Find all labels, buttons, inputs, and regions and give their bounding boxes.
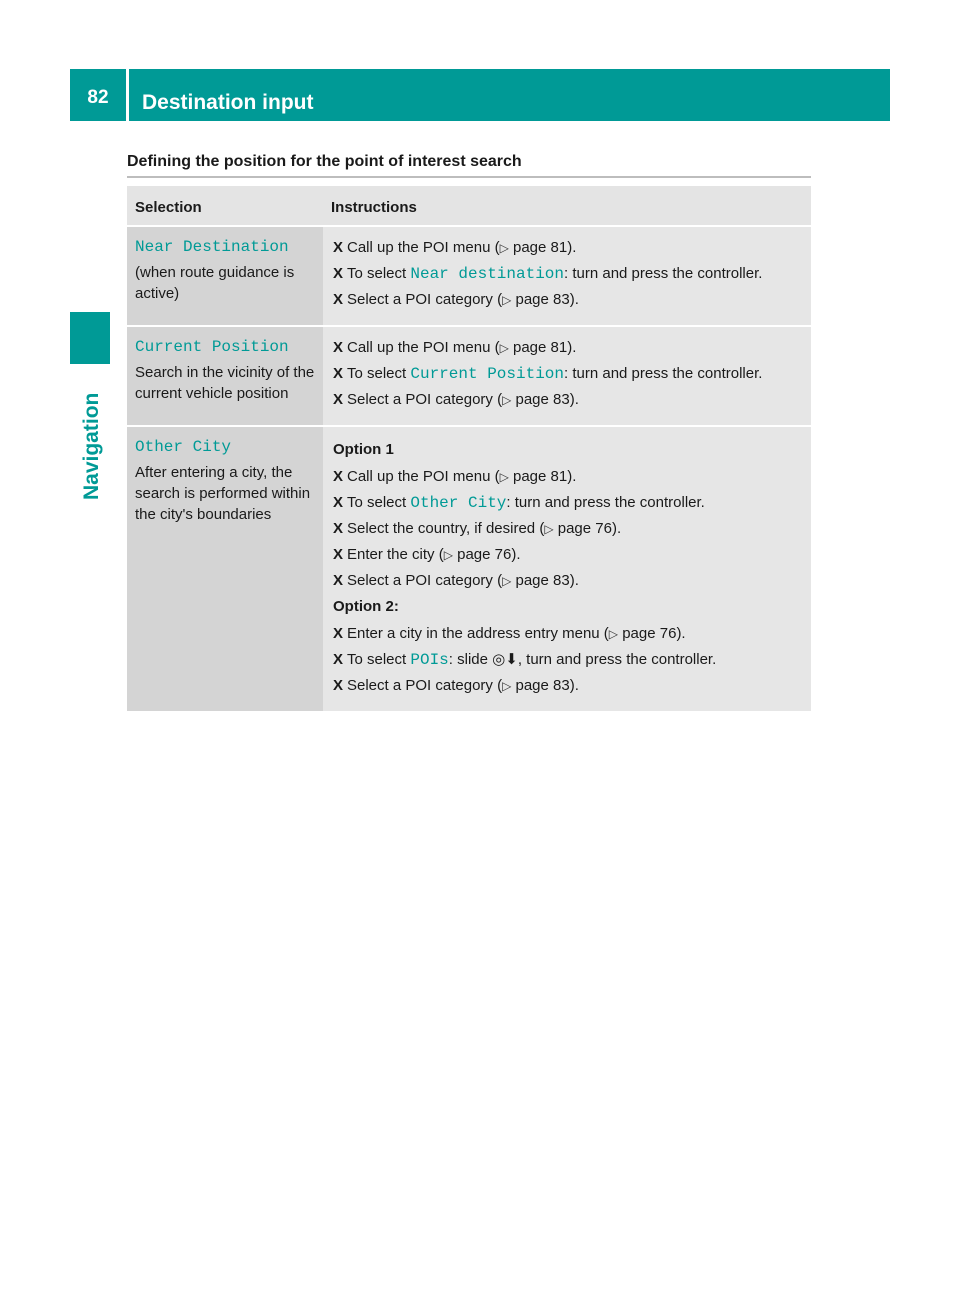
controller-slide-icon: ◎⬇ (492, 651, 518, 668)
arrow-icon: X (333, 468, 344, 485)
triangle-right-icon: ▷ (499, 341, 509, 355)
instruction-step: X Call up the POI menu (▷ page 81). (333, 468, 577, 485)
selection-name: Current Position (135, 338, 289, 356)
arrow-icon: X (333, 625, 344, 642)
instruction-step: X Enter a city in the address entry menu (▷ page 76). (333, 625, 686, 642)
instructions-cell (323, 326, 811, 426)
selection-name: Near Destination (135, 238, 289, 256)
sidebar-marker (70, 312, 110, 364)
page-number: 82 (87, 87, 109, 108)
instruction-step: X Select a POI category (▷ page 83). (333, 291, 579, 308)
table-row (127, 226, 811, 326)
triangle-right-icon: ▷ (443, 548, 453, 562)
instruction-step: X Enter the city (▷ page 76). (333, 546, 521, 563)
triangle-right-icon: ▷ (502, 393, 512, 407)
triangle-right-icon: ▷ (608, 627, 619, 641)
poi-position-table (127, 186, 811, 711)
section-title: Defining the position for the point of interest search (127, 153, 522, 170)
arrow-icon: X (333, 265, 344, 282)
page-header (70, 69, 890, 121)
page-ref[interactable]: page 76 (457, 546, 512, 563)
arrow-icon: X (333, 239, 344, 256)
arrow-icon: X (333, 291, 344, 308)
instruction-step: X Select a POI category (▷ page 83). (333, 572, 579, 589)
triangle-right-icon: ▷ (502, 679, 512, 693)
arrow-icon: X (333, 494, 344, 511)
instruction-step: X Select a POI category (▷ page 83). (333, 391, 579, 408)
title-divider (127, 176, 811, 178)
triangle-right-icon: ▷ (502, 293, 512, 307)
selection-cell (127, 226, 323, 326)
menu-item-code: Near destination (410, 265, 564, 283)
triangle-right-icon: ▷ (502, 574, 512, 588)
table-row (127, 426, 811, 711)
arrow-icon: X (333, 546, 344, 563)
selection-description: Search in the vicinity of the current vehicle position (135, 364, 315, 402)
selection-cell (127, 426, 323, 711)
header-title: Destination input (142, 91, 314, 114)
page-ref[interactable]: page 81 (512, 339, 568, 356)
instruction-step: X Call up the POI menu (▷ page 81). (333, 339, 577, 356)
page-ref[interactable]: page 81 (512, 468, 568, 485)
table-row (127, 326, 811, 426)
triangle-right-icon: ▷ (499, 241, 509, 255)
instruction-step: X To select Current Position: turn and press the controller. (333, 365, 763, 383)
selection-cell (127, 326, 323, 426)
option-heading: Option 2: (333, 598, 399, 615)
page-ref[interactable]: page 81 (512, 239, 568, 256)
instruction-step: X Call up the POI menu (▷ page 81). (333, 239, 577, 256)
arrow-icon: X (333, 391, 344, 408)
arrow-icon: X (333, 339, 344, 356)
instruction-step: X Select a POI category (▷ page 83). (333, 677, 579, 694)
arrow-icon: X (333, 365, 344, 382)
table-header-row (127, 186, 811, 226)
instructions-cell (323, 226, 811, 326)
instructions-cell (323, 426, 811, 711)
arrow-icon: X (333, 520, 344, 537)
page-ref[interactable]: page 83 (515, 677, 570, 694)
selection-name: Other City (135, 438, 232, 456)
page-ref[interactable]: page 76 (622, 625, 677, 642)
page-ref[interactable]: page 83 (515, 572, 570, 589)
sidebar-label: Navigation (80, 392, 103, 500)
column-header-instructions: Instructions (323, 186, 811, 226)
instruction-step: X To select Other City: turn and press the controller. (333, 494, 705, 512)
menu-item-code: Current Position (410, 365, 564, 383)
option-heading: Option 1 (333, 441, 394, 458)
arrow-icon: X (333, 572, 344, 589)
instruction-step: X To select Near destination: turn and press the controller. (333, 265, 763, 283)
arrow-icon: X (333, 651, 344, 668)
header-divider (126, 69, 129, 121)
menu-item-code: Other City (410, 494, 507, 512)
selection-description: (when route guidance is active) (135, 264, 295, 302)
instruction-step: X Select the country, if desired (▷ page 76). (333, 520, 622, 537)
menu-item-code: POIs (410, 651, 449, 669)
arrow-icon: X (333, 677, 344, 694)
selection-description: After entering a city, the search is performed within the city's boundaries (135, 464, 311, 523)
page-ref[interactable]: page 83 (515, 391, 570, 408)
triangle-right-icon: ▷ (544, 522, 554, 536)
triangle-right-icon: ▷ (499, 470, 509, 484)
column-header-selection: Selection (127, 186, 323, 226)
page-ref[interactable]: page 83 (515, 291, 570, 308)
page-ref[interactable]: page 76 (557, 520, 612, 537)
instruction-step: X To select POIs: slide ◎⬇, turn and press the controller. (333, 651, 717, 669)
